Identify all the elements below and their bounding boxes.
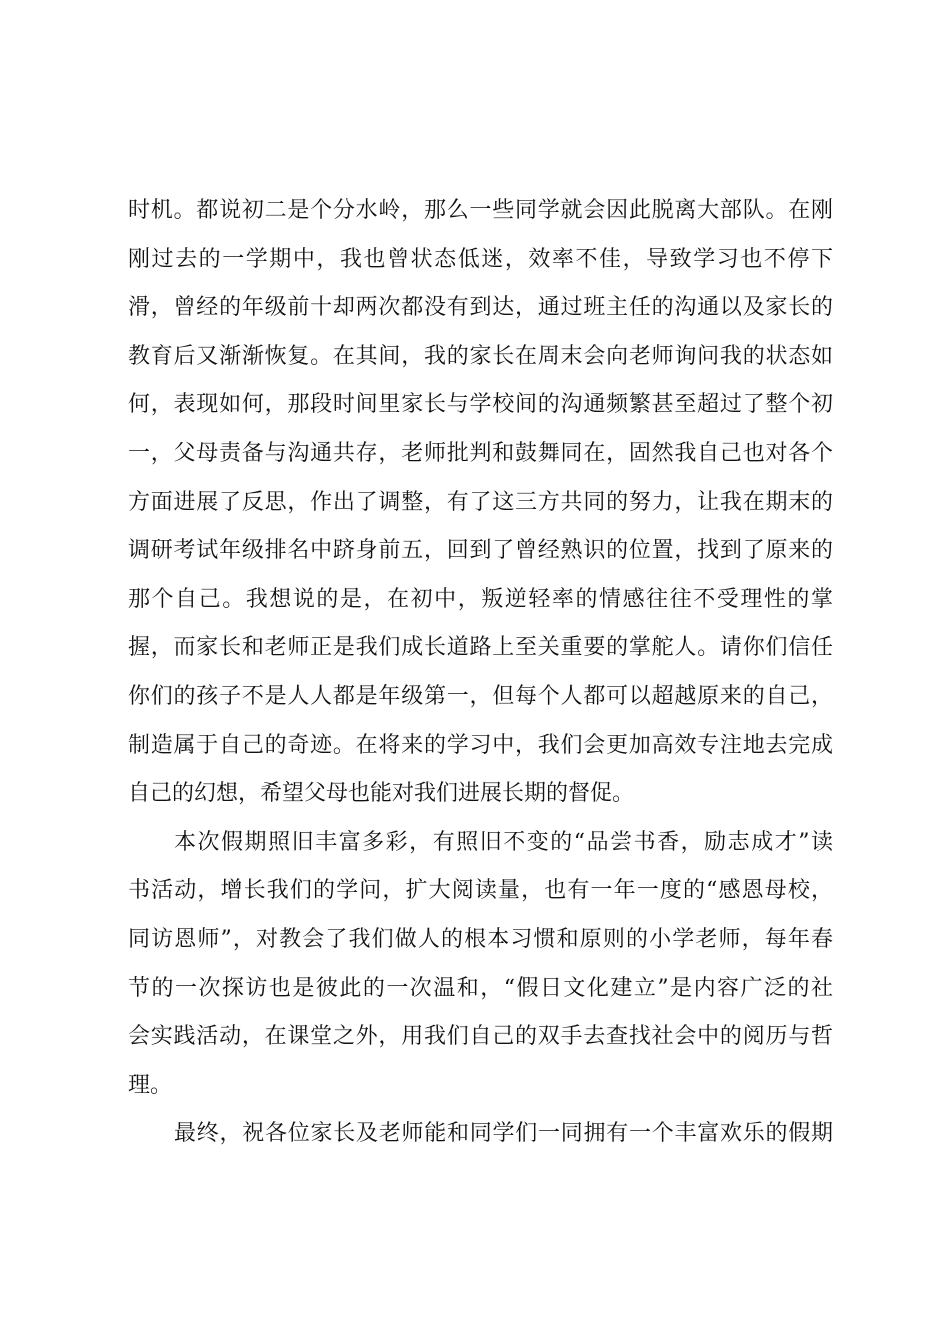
text-line: 自己的幻想，希望父母也能对我们进展长期的督促。 [128,781,635,807]
text-line: 你们的孩子不是人人都是年级第一，但每个人都可以超越原来的自己， [128,683,833,709]
text-line: 节的一次探访也是彼此的一次温和，“假日文化建立”是内容广泛的社 [128,975,833,1001]
text-line: 方面进展了反思，作出了调整，有了这三方共同的努力，让我在期末的 [128,489,833,515]
text-line: 调研考试年级排名中跻身前五，回到了曾经熟识的位置，找到了原来的 [128,538,833,564]
text-line: 最终，祝各位家长及老师能和同学们一同拥有一个丰富欢乐的假期 [174,1121,833,1147]
text-line: 教育后又渐渐恢复。在其间，我的家长在周末会向老师询问我的状态如 [128,343,833,369]
text-line: 握，而家长和老师正是我们成长道路上至关重要的掌舵人。请你们信任 [128,635,833,661]
text-line: 一，父母责备与沟通共存，老师批判和鼓舞同在，固然我自己也对各个 [128,440,833,466]
text-line: 书活动，增长我们的学问，扩大阅读量，也有一年一度的“感恩母校， [128,878,833,904]
body-text [128,187,833,1159]
text-line: 那个自己。我想说的是，在初中，叛逆轻率的情感往往不受理性的掌 [128,586,833,612]
text-line: 时机。都说初二是个分水岭，那么一些同学就会因此脱离大部队。在刚 [128,198,833,223]
text-line: 滑，曾经的年级前十却两次都没有到达，通过班主任的沟通以及家长的 [128,295,833,321]
text-line: 刚过去的一学期中，我也曾状态低迷，效率不佳，导致学习也不停下 [128,246,833,272]
text-line: 制造属于自己的奇迹。在将来的学习中，我们会更加高效专注地去完成 [128,732,833,758]
text-line: 本次假期照旧丰富多彩，有照旧不变的“品尝书香，励志成才”读 [174,829,833,855]
text-line: 会实践活动，在课堂之外，用我们自己的双手去查找社会中的阅历与哲 [128,1024,833,1050]
text-line: 何，表现如何，那段时间里家长与学校间的沟通频繁甚至超过了整个初 [128,392,833,418]
text-line: 同访恩师”，对教会了我们做人的根本习惯和原则的小学老师，每年春 [128,926,833,952]
text-line: 理。 [128,1072,173,1098]
